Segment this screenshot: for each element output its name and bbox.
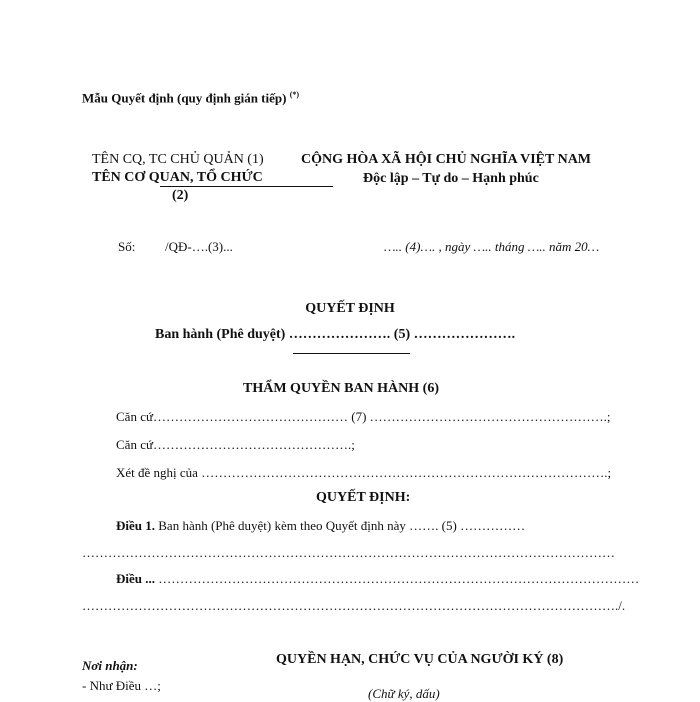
recipients-item-1: - Như Điều …; (82, 678, 161, 693)
issuer-parent-name: TÊN CQ, TC CHỦ QUẢN (1) (92, 152, 264, 167)
template-note: (*) (289, 90, 300, 99)
article-2-continuation: ……………………………………………………………………………………………………………./. (82, 598, 626, 613)
basis-line-3: Xét đề nghị của ………………………………………………………………………………….; (116, 465, 612, 480)
decision-heading: QUYẾT ĐỊNH: (316, 490, 411, 505)
national-title: CỘNG HÒA XÃ HỘI CHỦ NGHĨA VIỆT NAM (301, 152, 592, 167)
title-underline (293, 353, 410, 354)
article-1 (116, 518, 525, 534)
issuer-name: TÊN CƠ QUAN, TỔ CHỨC (92, 170, 263, 185)
recipients-label: Nơi nhận: (82, 658, 138, 673)
basis-line-2: Căn cứ……………………………………….; (116, 437, 355, 452)
issuer-note: (2) (172, 188, 189, 203)
template-title: Mẫu Quyết định (quy định gián tiếp) (82, 90, 287, 106)
place-date: ….. (4)…. , ngày ….. tháng ….. năm 20… (384, 239, 600, 254)
doc-subtitle: Ban hành (Phê duyệt) …………………. (5) …………………. (155, 327, 516, 342)
template-title-row (82, 90, 299, 106)
basis-line-1: Căn cứ……………………………………… (7) ……………………………………………….; (116, 409, 611, 424)
article-1-label: Điều 1. (116, 518, 155, 533)
doc-number-label: Số: (118, 239, 136, 254)
article-1-text: Ban hành (Phê duyệt) kèm theo Quyết định này ……. (5) …………… (158, 518, 526, 533)
article-2-text: ………………………………………………………………………………………………… (158, 571, 640, 586)
authority-heading: THẨM QUYỀN BAN HÀNH (6) (243, 381, 439, 396)
signer-note: (Chữ ký, dấu) (368, 686, 440, 701)
article-1-continuation: …………………………………………………………………………………………………………… (82, 545, 615, 560)
issuer-underline (160, 186, 333, 187)
doc-title: QUYẾT ĐỊNH (305, 301, 395, 316)
national-motto: Độc lập – Tự do – Hạnh phúc (363, 171, 539, 186)
article-2 (116, 571, 639, 587)
signer-title: QUYỀN HẠN, CHỨC VỤ CỦA NGƯỜI KÝ (8) (276, 652, 564, 667)
article-2-label: Điều ... (116, 571, 155, 586)
doc-number-value: /QĐ-….(3)... (165, 239, 233, 254)
